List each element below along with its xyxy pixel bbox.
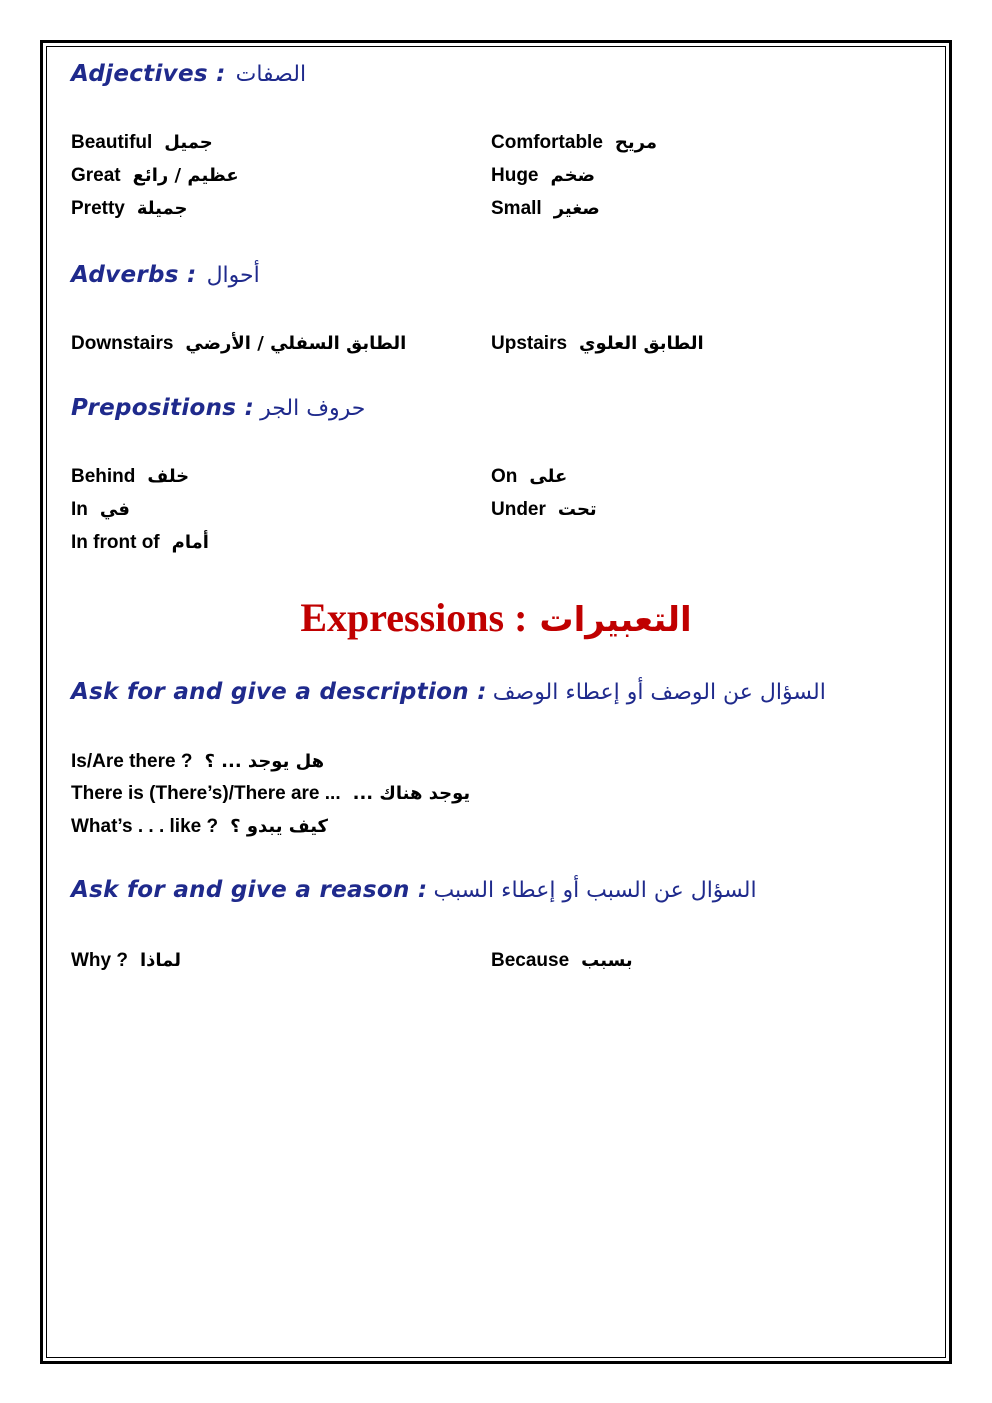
description-line-2: There is (There’s)/There are ... يوجد هناك ... — [71, 783, 471, 804]
adjective-left-1: Beautiful جميل — [71, 132, 213, 153]
prepositions-heading-ar: حروف الجر — [260, 396, 366, 421]
description-line-3: What’s . . . like ? كيف يبدو ؟ — [71, 816, 329, 837]
reason-right: Because بسبب — [491, 950, 633, 971]
adverbs-heading-ar: أحوال — [206, 263, 260, 288]
adjective-right-3: Small صغير — [491, 198, 600, 219]
description-heading — [71, 679, 826, 705]
preposition-left-1: Behind خلف — [71, 466, 190, 487]
expressions-title-en: Expressions : — [300, 595, 528, 640]
adverbs-heading-en: Adverbs : — [71, 262, 197, 288]
description-heading-en: Ask for and give a description : — [71, 679, 487, 705]
preposition-right-1: On على — [491, 466, 568, 487]
adjective-left-2: Great عظيم / رائع — [71, 165, 239, 186]
reason-heading-en: Ask for and give a reason : — [71, 877, 428, 903]
preposition-right-2: Under تحت — [491, 499, 597, 520]
preposition-left-3: In front of أمام — [71, 532, 209, 553]
adverbs-heading — [71, 262, 260, 288]
preposition-left-2: In في — [71, 499, 130, 520]
reason-left: Why ? لماذا — [71, 950, 181, 971]
adjective-right-2: Huge ضخم — [491, 165, 595, 186]
reason-heading — [71, 877, 757, 903]
prepositions-heading-en: Prepositions : — [71, 395, 255, 421]
adjectives-heading-en: Adjectives : — [71, 61, 226, 87]
adjective-left-3: Pretty جميلة — [71, 198, 188, 219]
description-heading-ar: السؤال عن الوصف أو إعطاء الوصف — [492, 680, 826, 705]
expressions-title-ar: التعبيرات — [539, 600, 692, 640]
expressions-title — [0, 594, 992, 641]
adjective-right-1: Comfortable مريح — [491, 132, 657, 153]
prepositions-heading — [71, 395, 365, 421]
reason-heading-ar: السؤال عن السبب أو إعطاء السبب — [433, 878, 757, 903]
description-line-1: Is/Are there ? هل يوجد ... ؟ — [71, 751, 325, 772]
adjectives-heading-ar: الصفات — [235, 62, 307, 87]
adjectives-heading — [71, 61, 306, 87]
adverb-left-1: Downstairs الطابق السفلي / الأرضي — [71, 333, 407, 354]
adverb-right-1: Upstairs الطابق العلوي — [491, 333, 704, 354]
